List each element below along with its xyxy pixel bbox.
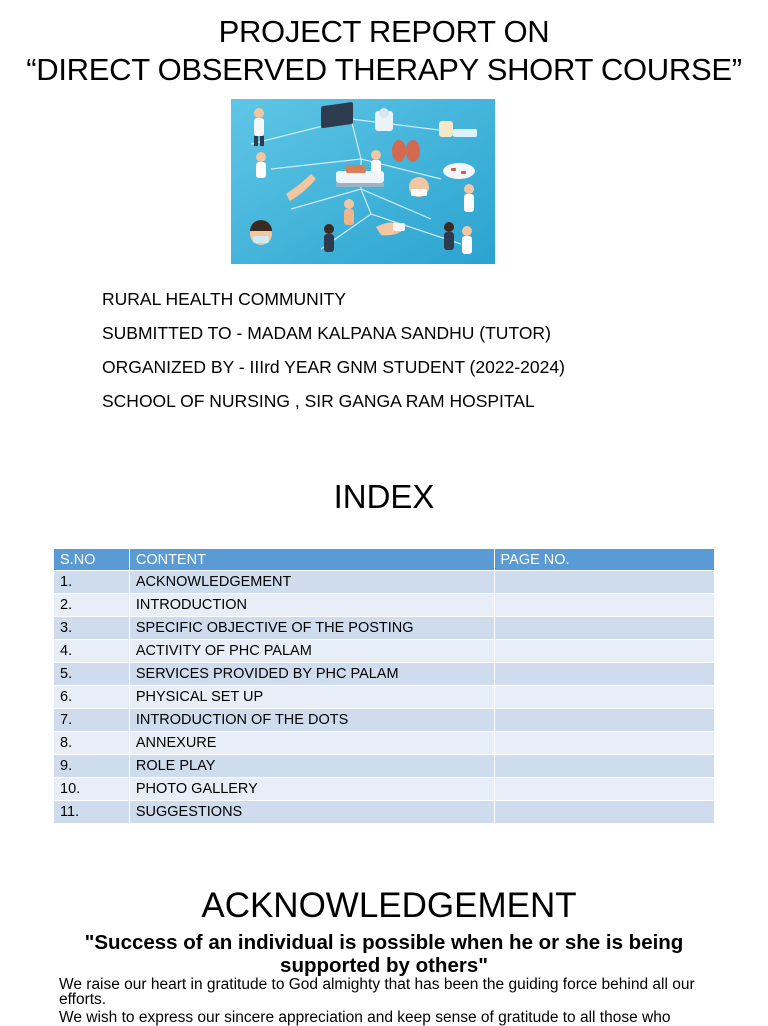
row-page bbox=[494, 617, 714, 640]
table-row bbox=[54, 709, 715, 732]
row-page bbox=[494, 594, 714, 617]
column-header-sno: S.NO bbox=[54, 549, 130, 571]
column-header-page: PAGE NO. bbox=[494, 549, 714, 571]
row-sno: 6. bbox=[54, 686, 130, 709]
acknowledgement-heading: ACKNOWLEDGEMENT bbox=[201, 886, 577, 925]
report-title-line-2: “DIRECT OBSERVED THERAPY SHORT COURSE” bbox=[26, 52, 742, 87]
row-content: PHYSICAL SET UP bbox=[129, 686, 494, 709]
row-sno: 8. bbox=[54, 732, 130, 755]
row-content: PHOTO GALLERY bbox=[129, 778, 494, 801]
table-row bbox=[54, 617, 715, 640]
info-rural-health: RURAL HEALTH COMMUNITY bbox=[102, 289, 347, 309]
row-page bbox=[494, 640, 714, 663]
row-page bbox=[494, 732, 714, 755]
row-sno: 3. bbox=[54, 617, 130, 640]
info-school: SCHOOL OF NURSING , SIR GANGA RAM HOSPITAL bbox=[102, 391, 535, 411]
row-sno: 5. bbox=[54, 663, 130, 686]
table-row bbox=[54, 801, 715, 824]
report-title-line-1: PROJECT REPORT ON bbox=[218, 14, 550, 49]
table-row bbox=[54, 732, 715, 755]
row-sno: 4. bbox=[54, 640, 130, 663]
acknowledgement-paragraph-2: We wish to express our sincere appreciation and keep sense of gratitude to all those who bbox=[59, 1009, 671, 1026]
row-page bbox=[494, 686, 714, 709]
row-page bbox=[494, 571, 714, 594]
table-row bbox=[54, 686, 715, 709]
table-row bbox=[54, 571, 715, 594]
info-submitted-to: SUBMITTED TO - MADAM KALPANA SANDHU (TUTOR) bbox=[102, 323, 551, 343]
table-row bbox=[54, 755, 715, 778]
row-page bbox=[494, 778, 714, 801]
row-content: ANNEXURE bbox=[129, 732, 494, 755]
acknowledgement-paragraph-1: We raise our heart in gratitude to God almighty that has been the guiding force behind all our efforts. bbox=[59, 976, 695, 1008]
row-page bbox=[494, 801, 714, 824]
index-table bbox=[53, 548, 715, 824]
row-sno: 11. bbox=[54, 801, 130, 824]
row-content: ACTIVITY OF PHC PALAM bbox=[129, 640, 494, 663]
row-content: INTRODUCTION bbox=[129, 594, 494, 617]
row-content: INTRODUCTION OF THE DOTS bbox=[129, 709, 494, 732]
row-sno: 1. bbox=[54, 571, 130, 594]
column-header-content: CONTENT bbox=[129, 549, 494, 571]
row-content: SPECIFIC OBJECTIVE OF THE POSTING bbox=[129, 617, 494, 640]
table-row bbox=[54, 778, 715, 801]
row-page bbox=[494, 755, 714, 778]
info-organized-by: ORGANIZED BY - IIIrd YEAR GNM STUDENT (2022-2024) bbox=[102, 357, 565, 377]
row-sno: 9. bbox=[54, 755, 130, 778]
table-row bbox=[54, 640, 715, 663]
row-content: ACKNOWLEDGEMENT bbox=[129, 571, 494, 594]
acknowledgement-quote: "Success of an individual is possible when he or she is being supported by others" bbox=[84, 931, 684, 977]
row-sno: 2. bbox=[54, 594, 130, 617]
table-row bbox=[54, 663, 715, 686]
index-table-header bbox=[54, 549, 715, 571]
row-content: SUGGESTIONS bbox=[129, 801, 494, 824]
row-content: SERVICES PROVIDED BY PHC PALAM bbox=[129, 663, 494, 686]
index-heading: INDEX bbox=[333, 478, 435, 515]
table-row bbox=[54, 594, 715, 617]
row-page bbox=[494, 663, 714, 686]
row-page bbox=[494, 709, 714, 732]
row-sno: 7. bbox=[54, 709, 130, 732]
row-content: ROLE PLAY bbox=[129, 755, 494, 778]
row-sno: 10. bbox=[54, 778, 130, 801]
healthcare-illustration bbox=[231, 99, 495, 264]
